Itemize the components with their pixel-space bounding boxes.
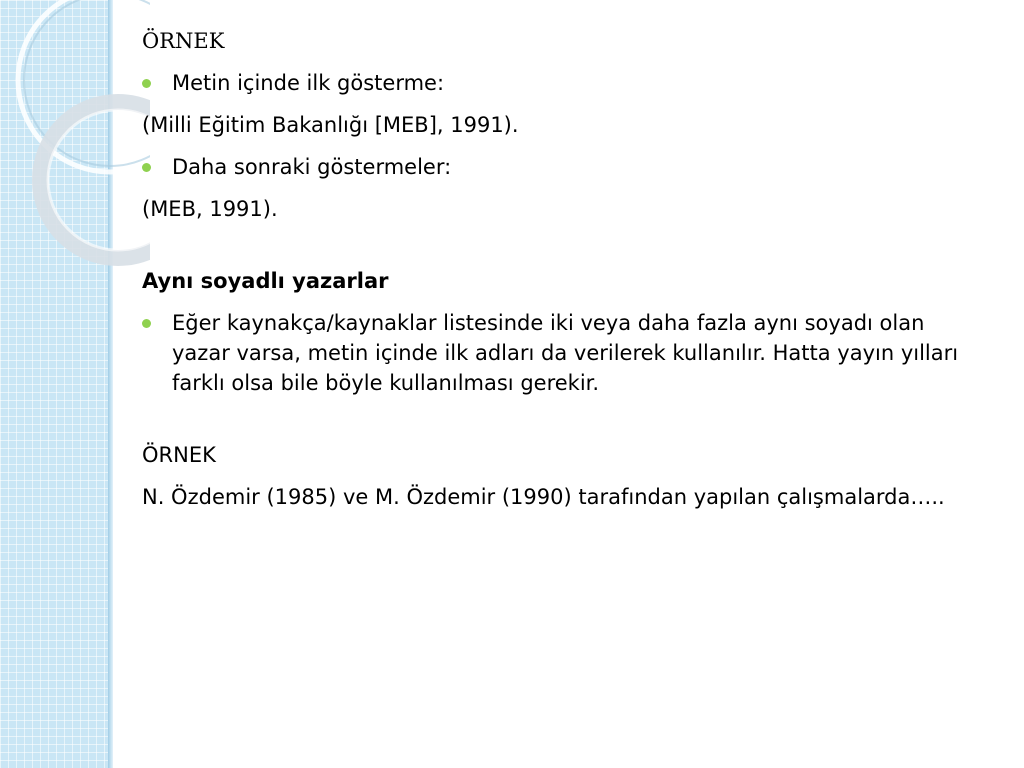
bullet-later-mentions	[142, 152, 982, 182]
citation-first: (Milli Eğitim Bakanlığı [MEB], 1991).	[142, 113, 519, 137]
bullet-dot-icon	[142, 79, 151, 88]
bullet-same-surname	[142, 308, 982, 398]
citation-later: (MEB, 1991).	[142, 197, 278, 221]
example-heading-1: ÖRNEK	[142, 29, 225, 53]
section-title: Aynı soyadlı yazarlar	[142, 269, 389, 293]
bullet-dot-icon	[142, 319, 151, 328]
bullet-first-mention	[142, 68, 982, 98]
slide-content	[142, 26, 982, 524]
decorative-circles	[0, 0, 150, 300]
bullet-dot-icon	[142, 163, 151, 172]
bullet-first-mention-text: Metin içinde ilk gösterme:	[172, 71, 445, 95]
example-text: N. Özdemir (1985) ve M. Özdemir (1990) tarafından yapılan çalışmalarda…..	[142, 485, 945, 509]
bullet-later-mentions-text: Daha sonraki göstermeler:	[172, 155, 452, 179]
example-heading-2: ÖRNEK	[142, 443, 216, 467]
bullet-same-surname-text: Eğer kaynakça/kaynaklar listesinde iki veya daha fazla aynı soyadı olan yazar varsa, metin içinde ilk adları da verilerek kullanılır. Hatta yayın yılları farklı olsa bile böyle kullanılması gerekir.	[172, 311, 959, 395]
